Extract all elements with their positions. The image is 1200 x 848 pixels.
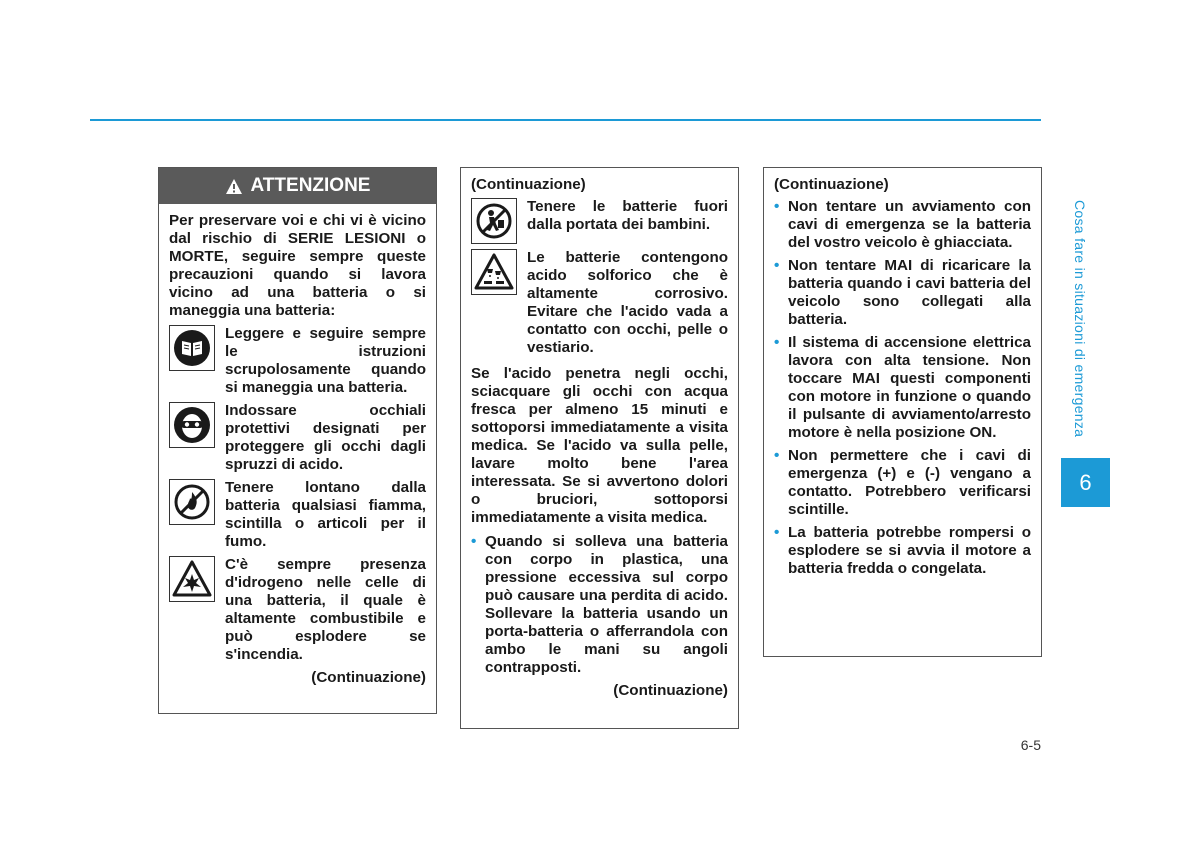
list-item: Tenere le batterie fuori dalla portata dei bambini. [471, 198, 728, 244]
warning-banner [159, 168, 436, 204]
eye-protection-icon [173, 406, 211, 444]
chapter-side-title: Cosa fare in situazioni di emergenza [1072, 200, 1088, 438]
continued-heading: (Continuazione) [471, 176, 586, 193]
list-item: • Non tentare MAI di ricaricare la batteria quando i cavi batteria del veicolo sono collegati alla batteria. [774, 257, 1031, 329]
list-item: • Quando si solleva una batteria con corpo in plastica, una pressione eccessiva sul corpo può causare una perdita di acido. Sollevare la batteria usando un porta-batteria o afferrandola con ambo le mani su angoli contrapposti. [471, 533, 728, 677]
list-item: Tenere lontano dalla batteria qualsiasi fiamma, scintilla o articoli per il fumo. [169, 479, 426, 551]
no-flame-icon [173, 483, 211, 521]
keep-away-children-icon [475, 202, 513, 240]
header-rule [90, 119, 1041, 121]
warning-intro: Per preservare voi e chi vi è vicino dal rischio di SERIE LESIONI o MORTE, seguire sempre queste precauzioni quando si lavora vicino ad una batteria o si maneggia una batteria: [169, 212, 426, 319]
corrosive-warning-icon [474, 253, 514, 291]
page-number: 6-5 [1020, 737, 1041, 753]
chapter-tab: 6 [1061, 458, 1110, 507]
continued-label: (Continuazione) [613, 682, 728, 699]
warning-title: ATTENZIONE [250, 175, 371, 196]
warning-triangle-icon [225, 178, 243, 195]
list-item: Le batterie contengono acido solforico che è altamente corrosivo. Evitare che l'acido vada a contatto con occhi, pelle o vestiario. [471, 249, 728, 357]
list-item: • Non permettere che i cavi di emergenza (+) e (-) vengano a contatto. Potrebbero verificarsi scintille. [774, 447, 1031, 519]
explosion-warning-icon [172, 560, 212, 598]
bullet-list [774, 198, 1031, 578]
acid-paragraph: Se l'acido penetra negli occhi, sciacquare gli occhi con acqua fresca per almeno 15 minuti e sottoporsi immediatamente a visita medica. Se l'acido va sulla pelle, lavare molto bene l'area interessata. Se si avvertono dolori o bruciori, sottoporsi immediatamente a visita medica. [471, 365, 728, 526]
warning-box [158, 167, 437, 714]
continuation-box [460, 167, 739, 729]
list-item: • Il sistema di accensione elettrica lavora con alta tensione. Non toccare MAI questi componenti con motore in funzione o quando il pulsante di avviamento/arresto motore è nella posizione ON. [774, 334, 1031, 442]
list-item: C'è sempre presenza d'idrogeno nelle celle di una batteria, il quale è altamente combustibile e può esplodere se s'incendia. [169, 556, 426, 664]
list-item: Indossare occhiali protettivi designati per proteggere gli occhi dagli spruzzi di acido. [169, 402, 426, 474]
list-item: Leggere e seguire sempre le istruzioni scrupolosamente quando si maneggia una batteria. [169, 325, 426, 397]
list-item: • La batteria potrebbe rompersi o esplodere se si avvia il motore a batteria fredda o congelata. [774, 524, 1031, 578]
continuation-box [763, 167, 1042, 657]
manual-book-icon [173, 329, 211, 367]
bullet-list [471, 533, 728, 677]
continued-heading: (Continuazione) [774, 176, 889, 193]
list-item: • Non tentare un avviamento con cavi di emergenza se la batteria del vostro veicolo è ghiacciata. [774, 198, 1031, 252]
continued-label: (Continuazione) [311, 669, 426, 686]
